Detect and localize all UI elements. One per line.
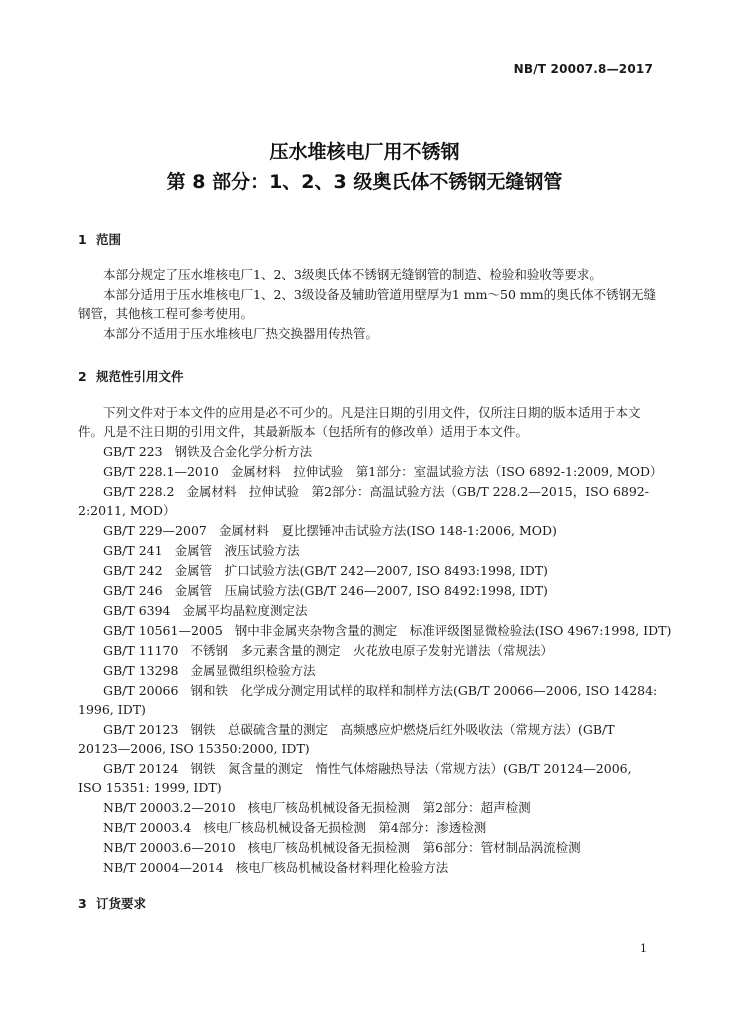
reference-code: GB/T 223 <box>103 444 163 459</box>
section-title: 范围 <box>96 232 122 247</box>
reference-item <box>78 621 672 640</box>
page-number: 1 <box>640 942 647 955</box>
section-title: 规范性引用文件 <box>96 369 184 384</box>
reference-title: 金属管 液压试验方法 <box>174 543 300 558</box>
reference-item <box>78 818 658 837</box>
section-3-heading <box>78 894 146 912</box>
reference-item <box>78 858 658 877</box>
scope-paragraph: 本部分适用于压水堆核电厂1、2、3级设备及辅助管道用壁厚为1 mm～50 mm的奥氏体不锈钢无缝钢管，其他核工程可参考使用。 <box>78 287 657 321</box>
reference-title: 钢铁 氮含量的测定 惰性气体熔融热导法（常规方法）(GB/T 20124—2006, ISO 15351: 1999, IDT) <box>78 761 632 795</box>
reference-title: 核电厂核岛机械设备无损检测 第2部分：超声检测 <box>247 800 531 815</box>
reference-code: GB/T 228.2 <box>103 484 175 499</box>
reference-code: GB/T 10561—2005 <box>103 623 223 638</box>
document-title: 压水堆核电厂用不锈钢 <box>269 141 460 163</box>
reference-item <box>78 442 658 461</box>
reference-title: 金属材料 夏比摆锤冲击试验方法(ISO 148-1:2006, MOD) <box>218 523 557 538</box>
reference-title: 钢中非金属夹杂物含量的测定 标准评级图显微检验法(ISO 4967:1998, IDT) <box>234 623 672 638</box>
reference-item <box>78 681 658 719</box>
reference-item <box>78 521 658 540</box>
reference-title: 金属管 压扁试验方法(GB/T 246—2007, ISO 8492:1998, IDT) <box>174 583 548 598</box>
reference-title: 不锈钢 多元素含量的测定 火花放电原子发射光谱法（常规法） <box>190 643 553 658</box>
reference-item <box>78 541 658 560</box>
reference-title: 金属管 扩口试验方法(GB/T 242—2007, ISO 8493:1998, IDT) <box>174 563 548 578</box>
reference-code: NB/T 20004—2014 <box>103 860 224 875</box>
reference-code: GB/T 11170 <box>103 643 179 658</box>
section-number: 3 <box>78 896 87 911</box>
reference-code: GB/T 13298 <box>103 663 179 678</box>
reference-item <box>78 462 663 481</box>
references-intro: 下列文件对于本文件的应用是必不可少的。凡是注日期的引用文件，仅所注日期的版本适用于本文件。凡是不注日期的引用文件，其最新版本（包括所有的修改单）适用于本文件。 <box>78 405 641 439</box>
reference-code: NB/T 20003.2—2010 <box>103 800 236 815</box>
reference-item <box>78 720 658 758</box>
reference-title: 钢和铁 化学成分测定用试样的取样和制样方法(GB/T 20066—2006, ISO 14284: 1996, IDT) <box>78 683 658 717</box>
reference-title: 核电厂核岛机械设备无损检测 第4部分：渗透检测 <box>203 820 487 835</box>
reference-code: GB/T 20124 <box>103 761 179 776</box>
scope-paragraph: 本部分不适用于压水堆核电厂热交换器用传热管。 <box>103 326 379 341</box>
reference-item <box>78 759 658 797</box>
reference-title: 金属平均晶粒度测定法 <box>182 603 308 618</box>
reference-code: NB/T 20003.6—2010 <box>103 840 236 855</box>
reference-item <box>78 838 658 857</box>
reference-item <box>78 798 658 817</box>
reference-item <box>78 581 658 600</box>
reference-title: 金属显微组织检验方法 <box>190 663 316 678</box>
reference-code: GB/T 229—2007 <box>103 523 207 538</box>
section-number: 1 <box>78 232 87 247</box>
reference-code: GB/T 20066 <box>103 683 179 698</box>
section-number: 2 <box>78 369 87 384</box>
section-2-heading <box>78 367 184 385</box>
reference-code: GB/T 6394 <box>103 603 171 618</box>
reference-code: GB/T 228.1—2010 <box>103 464 219 479</box>
section-title: 订货要求 <box>96 896 147 911</box>
reference-item <box>78 641 658 660</box>
reference-code: GB/T 241 <box>103 543 163 558</box>
document-subtitle: 第 8 部分：1、2、3 级奥氏体不锈钢无缝钢管 <box>166 171 563 193</box>
reference-title: 金属材料 拉伸试验 第2部分：高温试验方法（GB/T 228.2—2015，ISO 6892-2:2011, MOD） <box>78 484 649 518</box>
reference-item <box>78 482 658 520</box>
standard-code: NB/T 20007.8—2017 <box>513 62 653 76</box>
reference-title: 钢铁 总碳硫含量的测定 高频感应炉燃烧后红外吸收法（常规方法）(GB/T 20123—2006, ISO 15350:2000, IDT) <box>78 722 615 756</box>
reference-item <box>78 661 658 680</box>
reference-code: GB/T 242 <box>103 563 163 578</box>
scope-paragraph: 本部分规定了压水堆核电厂1、2、3级奥氏体不锈钢无缝钢管的制造、检验和验收等要求。 <box>103 267 602 282</box>
reference-item <box>78 561 658 580</box>
reference-title: 核电厂核岛机械设备材料理化检验方法 <box>235 860 449 875</box>
reference-title: 核电厂核岛机械设备无损检测 第6部分：管材制品涡流检测 <box>247 840 581 855</box>
reference-code: GB/T 20123 <box>103 722 179 737</box>
reference-item <box>78 601 658 620</box>
reference-code: GB/T 246 <box>103 583 163 598</box>
reference-title: 金属材料 拉伸试验 第1部分：室温试验方法（ISO 6892-1:2009, MOD） <box>230 464 663 479</box>
section-1-heading <box>78 230 121 248</box>
reference-title: 钢铁及合金化学分析方法 <box>174 444 313 459</box>
reference-code: NB/T 20003.4 <box>103 820 192 835</box>
